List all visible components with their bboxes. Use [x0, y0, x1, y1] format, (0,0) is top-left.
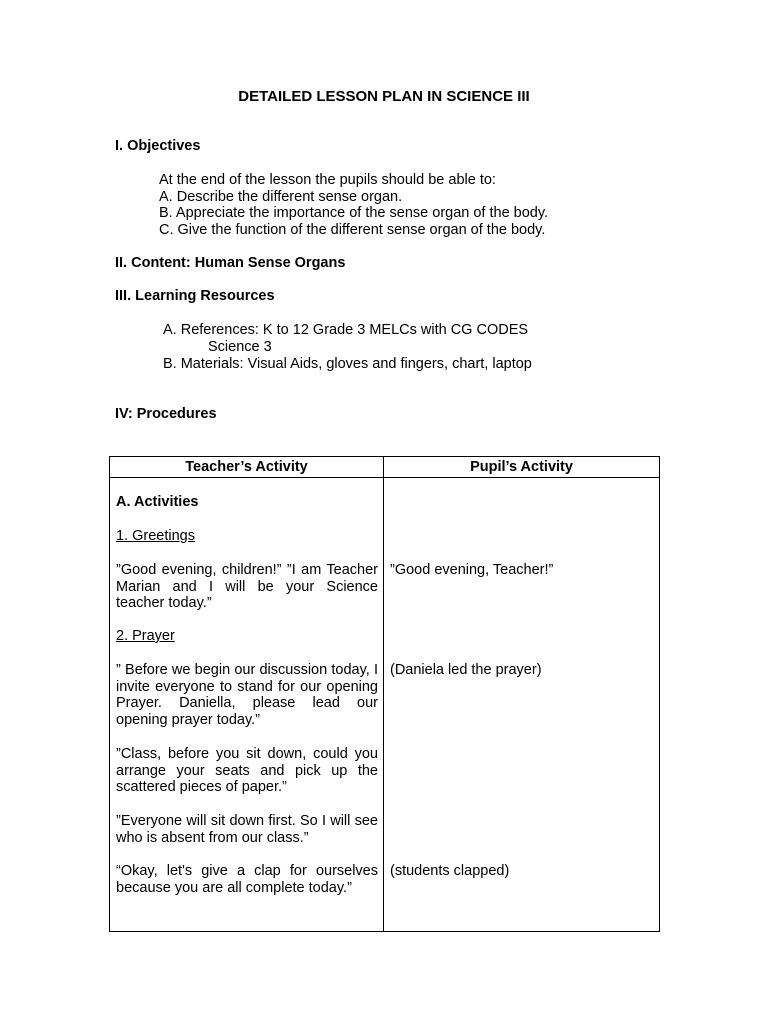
objective-item: B. Appreciate the importance of the sense organ of the body. [159, 205, 549, 222]
teacher-activity-header: Teacher’s Activity [110, 457, 384, 478]
objective-item: A. Describe the different sense organ. [159, 188, 403, 205]
greetings-label: 1. Greetings [116, 528, 195, 544]
procedures-table [109, 456, 660, 932]
section-a-heading: A. Activities [116, 494, 199, 510]
objective-item: C. Give the function of the different sense organ of the body. [159, 222, 546, 239]
absent-teacher-text: ”Everyone will sit down first. So I will see who is absent from our class.” [116, 813, 378, 846]
references-line: A. References: K to 12 Grade 3 MELCs with CG CODES [163, 322, 529, 338]
prayer-label: 2. Prayer [116, 628, 175, 644]
clap-pupil-text: (students clapped) [390, 863, 510, 879]
resources-heading: III. Learning Resources [115, 288, 275, 304]
objectives-heading: I. Objectives [115, 138, 201, 154]
materials-line: B. Materials: Visual Aids, gloves and fingers, chart, laptop [163, 356, 532, 372]
objectives-list [159, 172, 548, 239]
class-teacher-text: ”Class, before you sit down, could you arrange your seats and pick up the scattered pieces of paper.” [116, 746, 378, 796]
prayer-pupil-text: (Daniela led the prayer) [390, 662, 542, 678]
greetings-pupil-text: ”Good evening, Teacher!” [390, 562, 554, 578]
document-title: DETAILED LESSON PLAN IN SCIENCE III [238, 88, 530, 105]
table-row [110, 478, 660, 932]
greetings-teacher-text: ”Good evening, children!” ”I am Teacher Marian and I will be your Science teacher today.” [116, 562, 378, 612]
objectives-intro: At the end of the lesson the pupils should be able to: [159, 172, 496, 188]
pupil-activity-cell [384, 478, 660, 932]
pupil-activity-header: Pupil’s Activity [384, 457, 660, 478]
clap-teacher-text: “Okay, let's give a clap for ourselves because you are all complete today.” [116, 863, 378, 896]
prayer-teacher-text: ” Before we begin our discussion today, I invite everyone to stand for our opening Prayer. Daniella, please lead our opening prayer today.” [116, 662, 378, 729]
content-heading: II. Content: Human Sense Organs [115, 255, 346, 271]
references-line-2: Science 3 [208, 339, 272, 355]
table-header-row [110, 457, 660, 478]
procedures-heading: IV: Procedures [115, 406, 217, 422]
teacher-activity-cell [110, 478, 384, 932]
